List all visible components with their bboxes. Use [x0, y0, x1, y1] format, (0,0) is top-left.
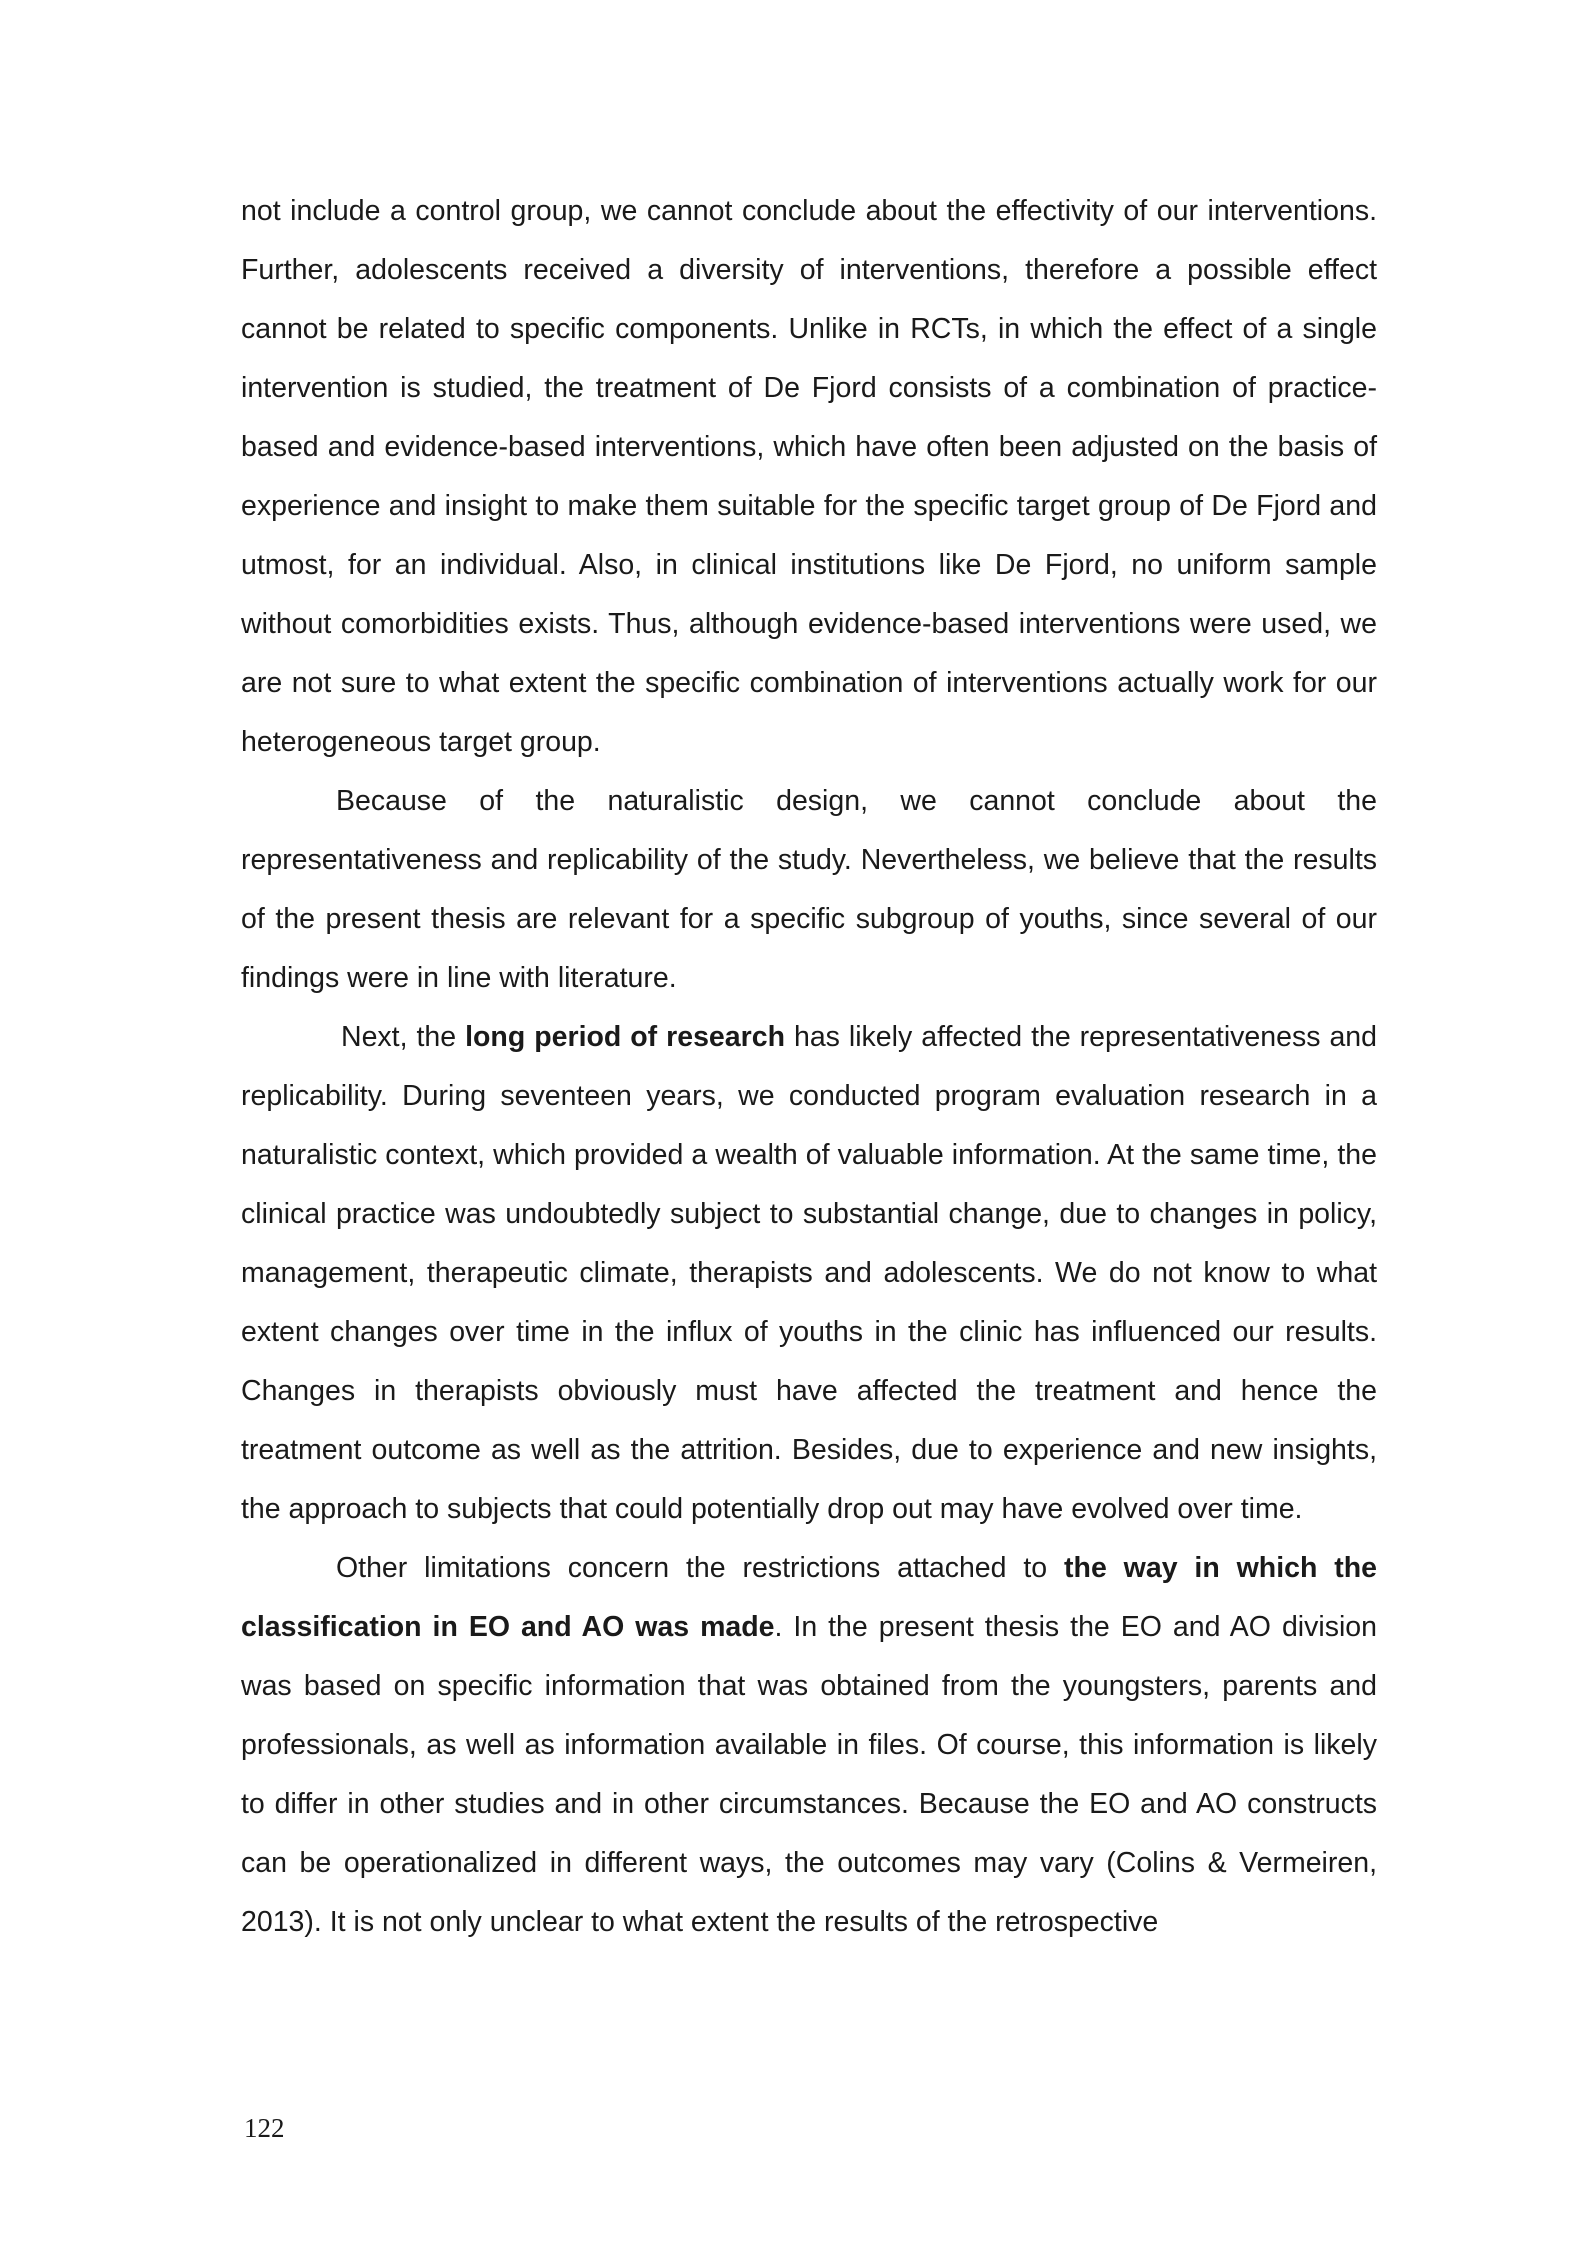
page-number: 122 — [244, 2113, 285, 2143]
paragraph-long-period — [241, 1008, 1377, 1539]
paragraph-naturalistic-design: Because of the naturalistic design, we cannot conclude about the representativeness and replicability of the study. Nevertheless, we believe that the results of the present thesis are relevant for a specific subgroup of youths, since several of our findings were in line with literature. — [241, 785, 1377, 994]
page-body — [241, 182, 1377, 1952]
emphasis-classification: the way in which the classification in EO and AO was made — [241, 1552, 1378, 1643]
paragraph-long-period-lead: Next, the — [341, 1021, 466, 1053]
paragraph-other-limitations-lead: Other limitations concern the restrictions attached to — [336, 1552, 1065, 1584]
paragraph-other-limitations — [241, 1539, 1377, 1952]
emphasis-long-period: long period of research — [465, 1021, 785, 1053]
paragraph-other-limitations-rest: . In the present thesis the EO and AO division was based on specific information that was obtained from the youngsters, parents and professionals, as well as information available in files. Of course, this information is likely to differ in other studies and in other circumstances. Because the EO and AO constructs can be operationalized in different ways, the outcomes may vary (Colins & Vermeiren, 2013). It is not only unclear to what extent the results of the retrospective — [241, 1611, 1377, 1938]
paragraph-long-period-rest: has likely affected the representativeness and replicability. During seventeen years, we conducted program evaluation research in a naturalistic context, which provided a wealth of valuable information. At the same time, the clinical practice was undoubtedly subject to substantial change, due to changes in policy, management, therapeutic climate, therapists and adolescents. We do not know to what extent changes over time in the influx of youths in the clinic has influenced our results. Changes in therapists obviously must have affected the treatment and hence the treatment outcome as well as the attrition. Besides, due to experience and new insights, the approach to subjects that could potentially drop out may have evolved over time. — [241, 1021, 1378, 1525]
paragraph-control-group: not include a control group, we cannot conclude about the effectivity of our interventions. Further, adolescents received a diversity of interventions, therefore a possible effect cannot be related to specific components. Unlike in RCTs, in which the effect of a single intervention is studied, the treatment of De Fjord consists of a combination of practice-based and evidence-based interventions, which have often been adjusted on the basis of experience and insight to make them suitable for the specific target group of De Fjord and utmost, for an individual. Also, in clinical institutions like De Fjord, no uniform sample without comorbidities exists. Thus, although evidence-based interventions were used, we are not sure to what extent the specific combination of interventions actually work for our heterogeneous target group. — [241, 195, 1377, 758]
